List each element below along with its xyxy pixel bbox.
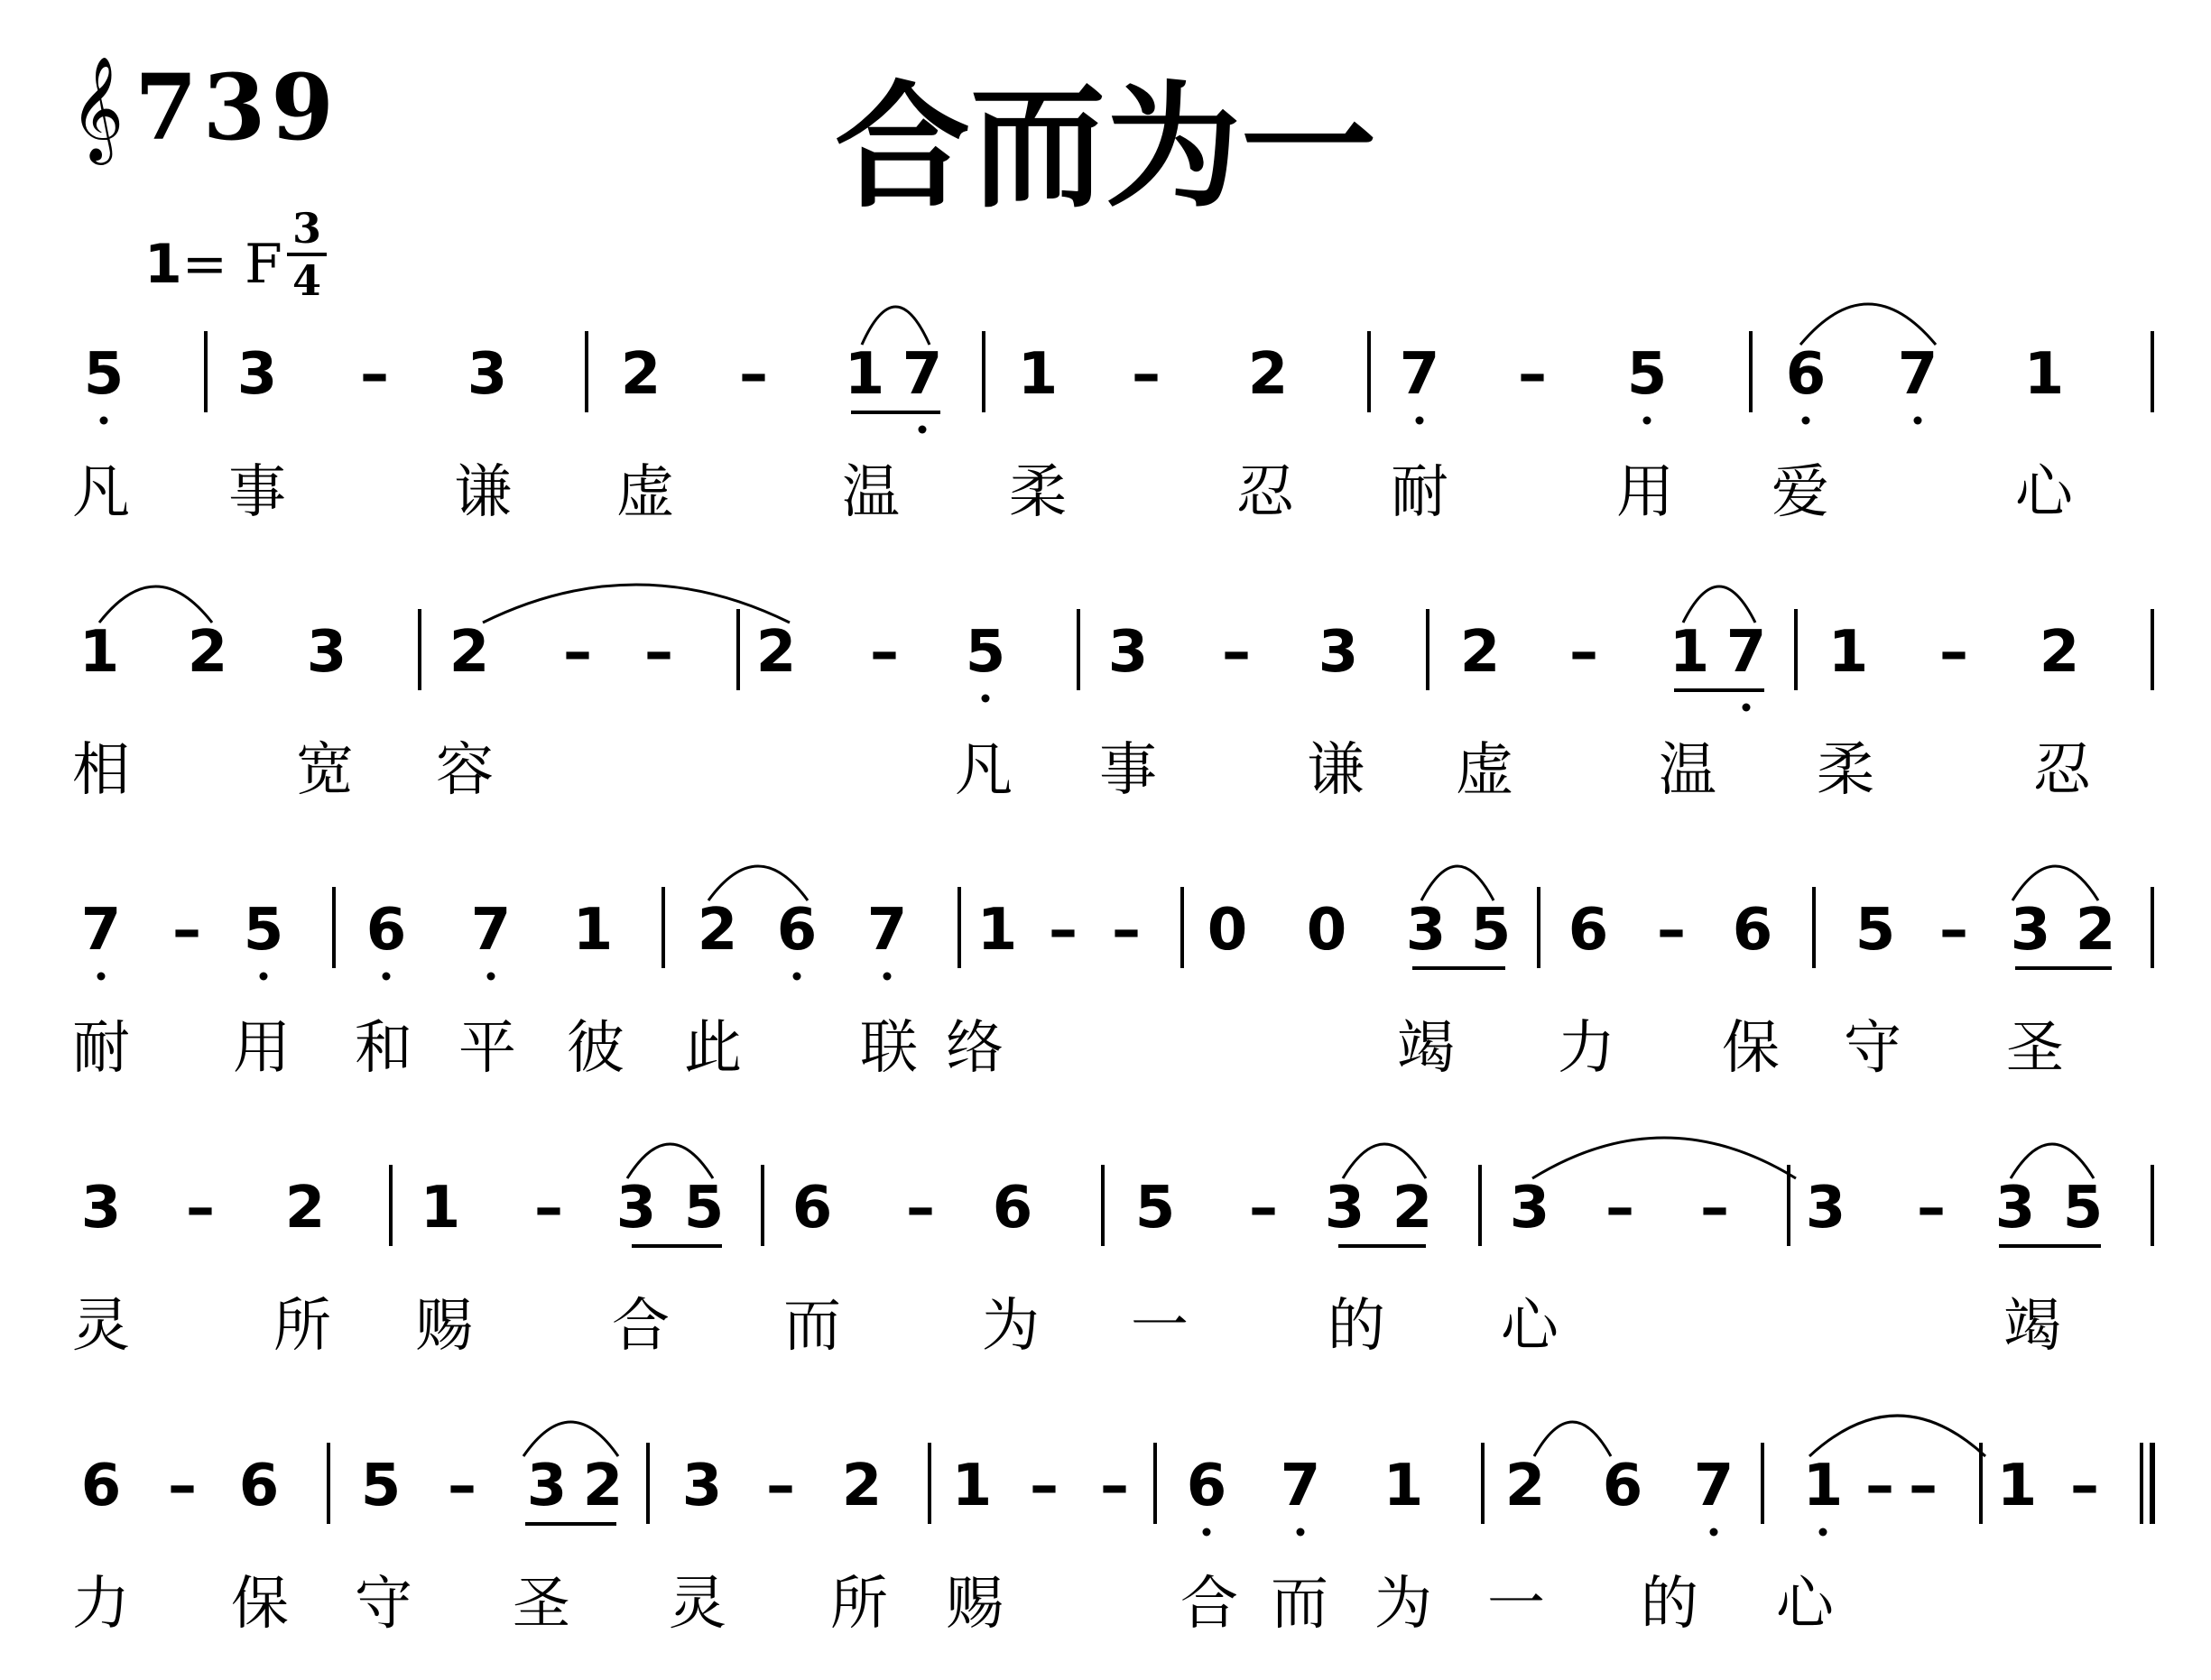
note-digit: 6 xyxy=(365,897,407,964)
note-digit: 5 xyxy=(2062,1175,2104,1242)
dash-note: – xyxy=(766,1453,795,1519)
lyric-char: 平 xyxy=(458,1015,516,1082)
slur-arc xyxy=(483,585,790,623)
lyric-char: 虚 xyxy=(616,459,674,526)
note-digit: 7 xyxy=(866,897,908,964)
slur-arc xyxy=(2011,1144,2094,1178)
low-octave-dot xyxy=(919,426,927,434)
note-digit: 1 xyxy=(1996,1453,2038,1519)
dash-note: – xyxy=(1917,1175,1946,1242)
low-octave-dot xyxy=(883,973,892,981)
lyric-char: 温 xyxy=(1659,737,1716,804)
slur-arc xyxy=(2012,866,2098,900)
note-digit: 6 xyxy=(1785,341,1827,408)
note-digit: 2 xyxy=(755,619,797,686)
slur-arc xyxy=(1683,586,1755,623)
lyric-char: 联 xyxy=(860,1015,918,1082)
dash-note: – xyxy=(168,1453,197,1519)
note-digit: 2 xyxy=(582,1453,624,1519)
dash-note: – xyxy=(1865,1453,1894,1519)
page-title: 合而为一 xyxy=(834,69,1376,226)
note-digit: 1 xyxy=(1669,619,1710,686)
note-digit: 3 xyxy=(306,619,347,686)
note-digit: 1 xyxy=(976,897,1018,964)
low-octave-dot xyxy=(1416,417,1424,425)
low-octave-dot xyxy=(100,417,108,425)
lyric-char: 力 xyxy=(1558,1015,1615,1082)
note-digit: 2 xyxy=(1247,341,1289,408)
time-bottom: 4 xyxy=(291,256,321,305)
lyric-char: 圣 xyxy=(513,1571,570,1638)
dash-note: – xyxy=(870,619,899,686)
lyric-char: 心 xyxy=(2015,459,2073,526)
dash-note: – xyxy=(448,1453,476,1519)
low-octave-dot xyxy=(1743,704,1751,712)
note-digit: 3 xyxy=(1994,1175,2036,1242)
note-digit: 7 xyxy=(1280,1453,1321,1519)
low-octave-dot xyxy=(793,973,801,981)
dash-note: – xyxy=(1518,341,1547,408)
note-digit: 1 xyxy=(1383,1453,1424,1519)
lyric-char: 忍 xyxy=(2033,737,2091,804)
low-octave-dot xyxy=(1710,1528,1718,1537)
low-octave-dot xyxy=(982,695,990,703)
note-digit: 2 xyxy=(2039,619,2080,686)
note-digit: 5 xyxy=(1626,341,1668,408)
lyric-char: 柔 xyxy=(1009,459,1067,526)
lyric-char: 柔 xyxy=(1817,737,1874,804)
note-digit: 2 xyxy=(284,1175,326,1242)
lyric-char: 赐 xyxy=(415,1293,473,1360)
note-digit: 2 xyxy=(2075,897,2116,964)
note-digit: 2 xyxy=(449,619,490,686)
note-digit: 5 xyxy=(360,1453,402,1519)
slur-arc xyxy=(1343,1144,1426,1178)
lyric-char: 所 xyxy=(273,1293,331,1360)
lyric-char: 为 xyxy=(982,1293,1040,1360)
lyric-char: 守 xyxy=(355,1571,412,1638)
note-digit: 6 xyxy=(1602,1453,1643,1519)
note-digit: 3 xyxy=(80,1175,122,1242)
dash-note: – xyxy=(1249,1175,1278,1242)
dash-note: – xyxy=(1939,619,1968,686)
note-digit: 6 xyxy=(1732,897,1773,964)
lyric-char: 为 xyxy=(1374,1571,1432,1638)
slur-arc xyxy=(99,586,212,623)
low-octave-dot xyxy=(1643,417,1651,425)
note-digit: 3 xyxy=(615,1175,657,1242)
dash-note: – xyxy=(1049,897,1078,964)
low-octave-dot xyxy=(1203,1528,1211,1537)
note-digit: 7 xyxy=(1399,341,1440,408)
lyric-char: 凡 xyxy=(72,459,130,526)
dash-note: – xyxy=(1112,897,1141,964)
lyric-char: 和 xyxy=(355,1015,412,1082)
low-octave-dot xyxy=(1297,1528,1305,1537)
note-digit: 6 xyxy=(80,1453,122,1519)
dash-note: – xyxy=(360,341,389,408)
note-digit: 7 xyxy=(1693,1453,1735,1519)
lyric-char: 赐 xyxy=(946,1571,1004,1638)
lyric-char: 竭 xyxy=(1397,1015,1455,1082)
note-digit: 3 xyxy=(1509,1175,1550,1242)
note-digit: 5 xyxy=(965,619,1006,686)
slur-arc xyxy=(708,866,808,900)
dash-note: – xyxy=(906,1175,935,1242)
slur-arc xyxy=(1421,866,1494,900)
note-digit: 1 xyxy=(79,619,120,686)
dash-note: – xyxy=(1100,1453,1129,1519)
note-digit: 3 xyxy=(681,1453,723,1519)
lyric-char: 的 xyxy=(1641,1571,1698,1638)
note-digit: 1 xyxy=(844,341,885,408)
dash-note: – xyxy=(186,1175,215,1242)
dash-note: – xyxy=(1605,1175,1634,1242)
note-digit: 5 xyxy=(1134,1175,1176,1242)
lyric-char: 所 xyxy=(830,1571,888,1638)
note-digit: 2 xyxy=(697,897,738,964)
note-digit: 1 xyxy=(2023,341,2065,408)
note-digit: 3 xyxy=(526,1453,568,1519)
dash-note: – xyxy=(1030,1453,1059,1519)
lyric-char: 守 xyxy=(1844,1015,1901,1082)
lyric-char: 宽 xyxy=(296,737,354,804)
note-digit: 3 xyxy=(1324,1175,1365,1242)
note-digit: 6 xyxy=(1568,897,1609,964)
lyric-char: 爱 xyxy=(1772,459,1829,526)
lyric-char: 心 xyxy=(1776,1571,1834,1638)
lyric-char: 此 xyxy=(684,1015,742,1082)
note-digit: 0 xyxy=(1207,897,1248,964)
lyric-char: 谦 xyxy=(454,459,512,526)
note-digit: 2 xyxy=(1392,1175,1433,1242)
lyric-char: 温 xyxy=(842,459,900,526)
note-digit: 7 xyxy=(1725,619,1767,686)
lyric-char: 竭 xyxy=(2003,1293,2061,1360)
lyric-char: 络 xyxy=(946,1015,1004,1082)
lyric-char: 用 xyxy=(233,1015,291,1082)
note-digit: 7 xyxy=(902,341,943,408)
low-octave-dot xyxy=(260,973,268,981)
note-digit: 6 xyxy=(1186,1453,1227,1519)
note-digit: 5 xyxy=(83,341,125,408)
note-digit: 1 xyxy=(951,1453,993,1519)
note-digit: 3 xyxy=(467,341,508,408)
low-octave-dot xyxy=(487,973,495,981)
lyric-char: 灵 xyxy=(669,1571,726,1638)
note-digit: 7 xyxy=(80,897,122,964)
note-digit: 7 xyxy=(1897,341,1938,408)
note-digit: 2 xyxy=(1459,619,1501,686)
lyric-char: 凡 xyxy=(955,737,1013,804)
lyric-char: 事 xyxy=(228,459,286,526)
dash-note: – xyxy=(2070,1453,2099,1519)
low-octave-dot xyxy=(1819,1528,1827,1537)
key-label: = F xyxy=(181,233,282,296)
low-octave-dot xyxy=(1802,417,1810,425)
lyric-char: 而 xyxy=(1271,1571,1328,1638)
lyric-char: 合 xyxy=(612,1293,670,1360)
lyric-char: 一 xyxy=(1487,1571,1545,1638)
note-digit: 5 xyxy=(1855,897,1896,964)
note-digit: 6 xyxy=(791,1175,833,1242)
lyric-char: 力 xyxy=(72,1571,130,1638)
dash-note: – xyxy=(1700,1175,1729,1242)
slur-arc xyxy=(627,1144,713,1178)
dash-note: – xyxy=(739,341,768,408)
lyric-char: 事 xyxy=(1099,737,1157,804)
lyric-char: 圣 xyxy=(2006,1015,2064,1082)
note-digit: 3 xyxy=(2010,897,2051,964)
lyric-char: 保 xyxy=(1722,1015,1780,1082)
note-digit: 3 xyxy=(1405,897,1447,964)
dash-note: – xyxy=(534,1175,563,1242)
lyric-char: 用 xyxy=(1616,459,1674,526)
lyric-char: 容 xyxy=(436,737,494,804)
lyric-char: 耐 xyxy=(72,1015,130,1082)
note-digit: 2 xyxy=(187,619,228,686)
key-one: 1 xyxy=(144,233,182,296)
lyric-char: 一 xyxy=(1131,1293,1189,1360)
note-digit: 1 xyxy=(1827,619,1869,686)
note-digit: 6 xyxy=(992,1175,1033,1242)
lyric-char: 心 xyxy=(1501,1293,1559,1360)
dash-note: – xyxy=(644,619,673,686)
lyric-char: 忍 xyxy=(1236,459,1294,526)
note-digit: 5 xyxy=(243,897,284,964)
lyric-char: 相 xyxy=(72,737,130,804)
note-digit: 0 xyxy=(1306,897,1347,964)
note-digit: 3 xyxy=(1318,619,1359,686)
time-top: 3 xyxy=(291,204,321,253)
dash-note: – xyxy=(1909,1453,1938,1519)
note-digit: 3 xyxy=(236,341,278,408)
slur-arc xyxy=(1532,1138,1796,1178)
lyric-char: 保 xyxy=(231,1571,289,1638)
dash-note: – xyxy=(1222,619,1251,686)
slur-arc xyxy=(523,1422,618,1456)
slur-arc xyxy=(1809,1416,1985,1456)
note-digit: 1 xyxy=(1802,1453,1844,1519)
note-digit: 2 xyxy=(841,1453,883,1519)
dash-note: – xyxy=(1939,897,1968,964)
note-digit: 1 xyxy=(1017,341,1059,408)
lyric-char: 灵 xyxy=(72,1293,130,1360)
slur-arc xyxy=(862,307,930,345)
note-digit: 1 xyxy=(572,897,614,964)
note-digit: 7 xyxy=(470,897,512,964)
lyric-char: 虚 xyxy=(1456,737,1513,804)
slur-arc xyxy=(1800,304,1936,345)
note-digit: 1 xyxy=(420,1175,461,1242)
lyric-char: 谦 xyxy=(1307,737,1365,804)
low-octave-dot xyxy=(97,973,106,981)
lyric-char: 合 xyxy=(1180,1571,1238,1638)
note-digit: 5 xyxy=(683,1175,725,1242)
dash-note: – xyxy=(1657,897,1686,964)
hymn-number-text: 739 xyxy=(134,54,339,161)
note-digit: 6 xyxy=(776,897,818,964)
note-digit: 3 xyxy=(1805,1175,1846,1242)
note-digit: 3 xyxy=(1107,619,1149,686)
slur-arc xyxy=(1534,1422,1611,1456)
dash-note: – xyxy=(1569,619,1598,686)
lyric-char: 耐 xyxy=(1391,459,1448,526)
lyric-char: 的 xyxy=(1328,1293,1385,1360)
low-octave-dot xyxy=(383,973,391,981)
note-digit: 2 xyxy=(1504,1453,1546,1519)
low-octave-dot xyxy=(1914,417,1922,425)
dash-note: – xyxy=(1132,341,1161,408)
lyric-char: 而 xyxy=(783,1293,841,1360)
dash-note: – xyxy=(563,619,592,686)
lyric-char: 彼 xyxy=(567,1015,624,1082)
note-digit: 6 xyxy=(238,1453,280,1519)
treble-clef-icon: 𝄞 xyxy=(70,55,130,161)
note-digit: 2 xyxy=(620,341,661,408)
dash-note: – xyxy=(172,897,201,964)
note-digit: 5 xyxy=(1470,897,1512,964)
